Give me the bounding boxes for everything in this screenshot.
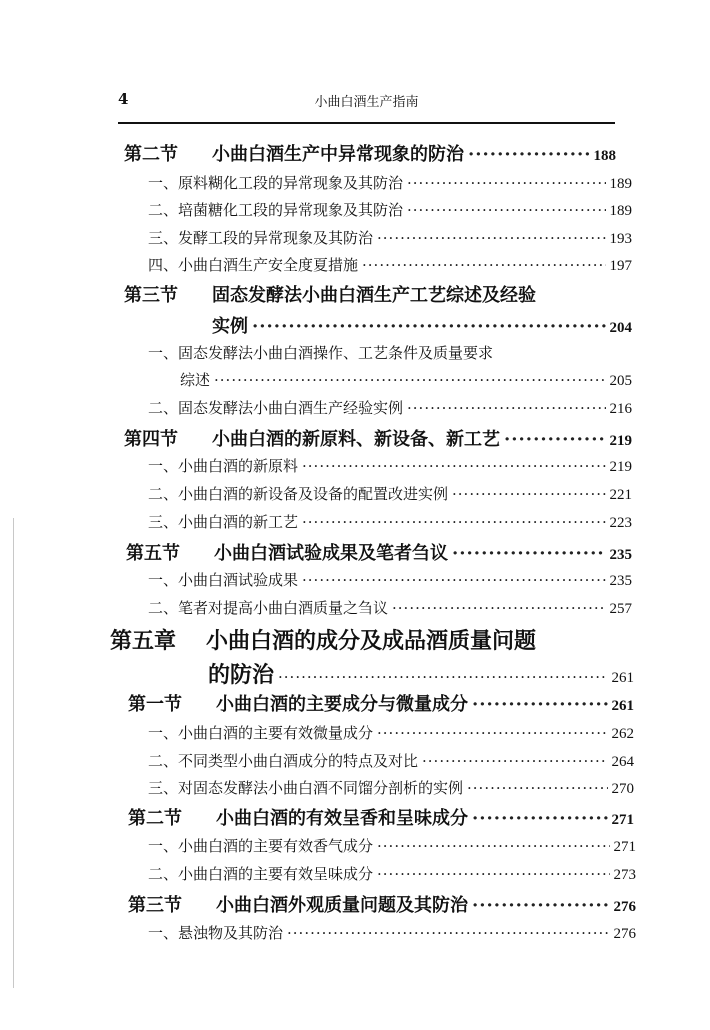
page-ref: 271 (611, 812, 634, 828)
section-number: 第五节 (126, 543, 180, 564)
dot-leader (287, 924, 609, 942)
dot-leader (377, 229, 605, 247)
toc-entry[interactable] (148, 254, 632, 275)
toc-entry[interactable] (148, 750, 634, 771)
running-title: 小曲白酒生产指南 (314, 95, 419, 110)
entry-title: 一、小曲白酒试验成果 (148, 571, 299, 589)
toc-entry[interactable] (148, 835, 636, 856)
dot-leader (422, 752, 607, 770)
section-number: 第三节 (128, 895, 182, 916)
toc-entry[interactable] (148, 569, 632, 590)
dot-leader (362, 256, 605, 274)
entry-title: 三、小曲白酒的新工艺 (148, 513, 299, 531)
page-ref: 276 (613, 926, 636, 942)
dot-leader (302, 457, 605, 475)
page-ref: 221 (609, 487, 632, 503)
toc-entry[interactable] (148, 777, 634, 798)
page-ref: 216 (609, 401, 632, 417)
page-ref: 262 (611, 726, 634, 742)
toc-entry[interactable] (148, 455, 632, 476)
section-title: 小曲白酒试验成果及笔者刍议 (214, 543, 448, 564)
entry-title: 一、小曲白酒的主要有效香气成分 (148, 837, 374, 855)
entry-title: 二、固态发酵法小曲白酒生产经验实例 (148, 399, 404, 417)
toc-entry[interactable] (148, 483, 632, 504)
dot-leader (407, 201, 605, 219)
dot-leader (452, 543, 606, 564)
toc-section-heading[interactable] (128, 690, 634, 716)
toc-chapter-heading-cont[interactable] (208, 658, 634, 689)
entry-title: 二、笔者对提高小曲白酒质量之刍议 (148, 599, 389, 617)
toc-entry[interactable] (148, 863, 636, 884)
section-number: 第二节 (124, 144, 178, 165)
chapter-number: 第五章 (110, 628, 177, 654)
entry-title: 四、小曲白酒生产安全度夏措施 (148, 256, 359, 274)
entry-title: 一、小曲白酒的主要有效微量成分 (148, 724, 374, 742)
toc-entry[interactable] (148, 922, 636, 943)
entry-title: 二、培菌糖化工段的异常现象及其防治 (148, 201, 404, 219)
dot-leader (392, 599, 605, 617)
dot-leader (407, 174, 605, 192)
dot-leader (468, 144, 590, 165)
page-ref: 276 (613, 899, 636, 915)
entry-title: 一、小曲白酒的新原料 (148, 457, 299, 475)
toc-section-heading[interactable] (124, 281, 536, 307)
section-number: 第一节 (128, 694, 182, 715)
dot-leader (472, 895, 610, 916)
dot-leader (452, 485, 605, 503)
entry-title: 三、对固态发酵法小曲白酒不同馏分剖析的实例 (148, 779, 464, 797)
dot-leader (472, 808, 608, 829)
section-title: 小曲白酒生产中异常现象的防治 (212, 144, 464, 165)
header-rule (118, 122, 615, 124)
page-ref: 197 (609, 258, 632, 274)
section-title: 小曲白酒的主要成分与微量成分 (216, 694, 468, 715)
entry-title: 一、悬浊物及其防治 (148, 924, 284, 942)
page-ref: 204 (609, 320, 632, 336)
toc-section-heading[interactable] (126, 539, 632, 565)
section-title: 小曲白酒的有效呈香和呈味成分 (216, 808, 468, 829)
dot-leader (214, 371, 605, 389)
entry-title-cont: 综述 (180, 371, 211, 389)
section-number: 第三节 (124, 285, 178, 306)
page-ref: 223 (609, 515, 632, 531)
page-ref: 257 (609, 601, 632, 617)
toc-entry[interactable] (148, 342, 493, 363)
section-title: 小曲白酒外观质量问题及其防治 (216, 895, 468, 916)
chapter-title-cont: 的防治 (208, 662, 275, 688)
page-ref: 273 (613, 867, 636, 883)
toc-entry[interactable] (148, 397, 632, 418)
page-ref: 261 (611, 670, 634, 686)
dot-leader (302, 571, 605, 589)
page-number: 4 (118, 90, 129, 108)
page-ref: 264 (611, 754, 634, 770)
page-ref: 235 (609, 573, 632, 589)
page-ref: 189 (609, 176, 632, 192)
page-header (118, 88, 615, 112)
dot-leader (377, 837, 609, 855)
toc-entry-cont[interactable] (180, 369, 632, 390)
toc-chapter-heading[interactable] (110, 624, 536, 655)
scan-edge-line (13, 518, 14, 988)
dot-leader (302, 513, 605, 531)
page-ref: 189 (609, 203, 632, 219)
section-title: 固态发酵法小曲白酒生产工艺综述及经验 (212, 285, 536, 306)
section-number: 第四节 (124, 429, 178, 450)
page-ref: 271 (613, 839, 636, 855)
page-ref: 219 (609, 433, 632, 449)
dot-leader (467, 779, 607, 797)
dot-leader (504, 429, 606, 450)
section-number: 第二节 (128, 808, 182, 829)
dot-leader (278, 668, 607, 686)
toc-section-heading[interactable] (124, 140, 616, 166)
section-title: 小曲白酒的新原料、新设备、新工艺 (212, 429, 500, 450)
page-ref: 261 (611, 698, 634, 714)
toc-entry[interactable] (148, 199, 632, 220)
entry-title: 二、小曲白酒的新设备及设备的配置改进实例 (148, 485, 449, 503)
toc-entry[interactable] (148, 511, 632, 532)
toc-entry[interactable] (148, 227, 632, 248)
section-title-cont: 实例 (212, 316, 248, 337)
chapter-title: 小曲白酒的成分及成品酒质量问题 (206, 628, 537, 654)
dot-leader (252, 316, 606, 337)
toc-section-heading[interactable] (128, 891, 636, 917)
page-ref: 270 (611, 781, 634, 797)
toc-entry[interactable] (148, 722, 634, 743)
toc-section-heading-cont[interactable] (212, 312, 632, 338)
entry-title: 一、固态发酵法小曲白酒操作、工艺条件及质量要求 (148, 344, 494, 362)
entry-title: 三、发酵工段的异常现象及其防治 (148, 229, 374, 247)
dot-leader (377, 865, 609, 883)
toc-entry[interactable] (148, 597, 632, 618)
dot-leader (472, 694, 608, 715)
toc-section-heading[interactable] (124, 425, 632, 451)
page-ref: 193 (609, 231, 632, 247)
dot-leader (377, 724, 607, 742)
entry-title: 二、小曲白酒的主要有效呈味成分 (148, 865, 374, 883)
page-ref: 188 (593, 148, 616, 164)
page-ref: 235 (609, 547, 632, 563)
page-ref: 219 (609, 459, 632, 475)
toc-section-heading[interactable] (128, 804, 634, 830)
page-ref: 205 (609, 373, 632, 389)
entry-title: 二、不同类型小曲白酒成分的特点及对比 (148, 752, 419, 770)
dot-leader (407, 399, 605, 417)
toc-entry[interactable] (148, 172, 632, 193)
entry-title: 一、原料糊化工段的异常现象及其防治 (148, 174, 404, 192)
